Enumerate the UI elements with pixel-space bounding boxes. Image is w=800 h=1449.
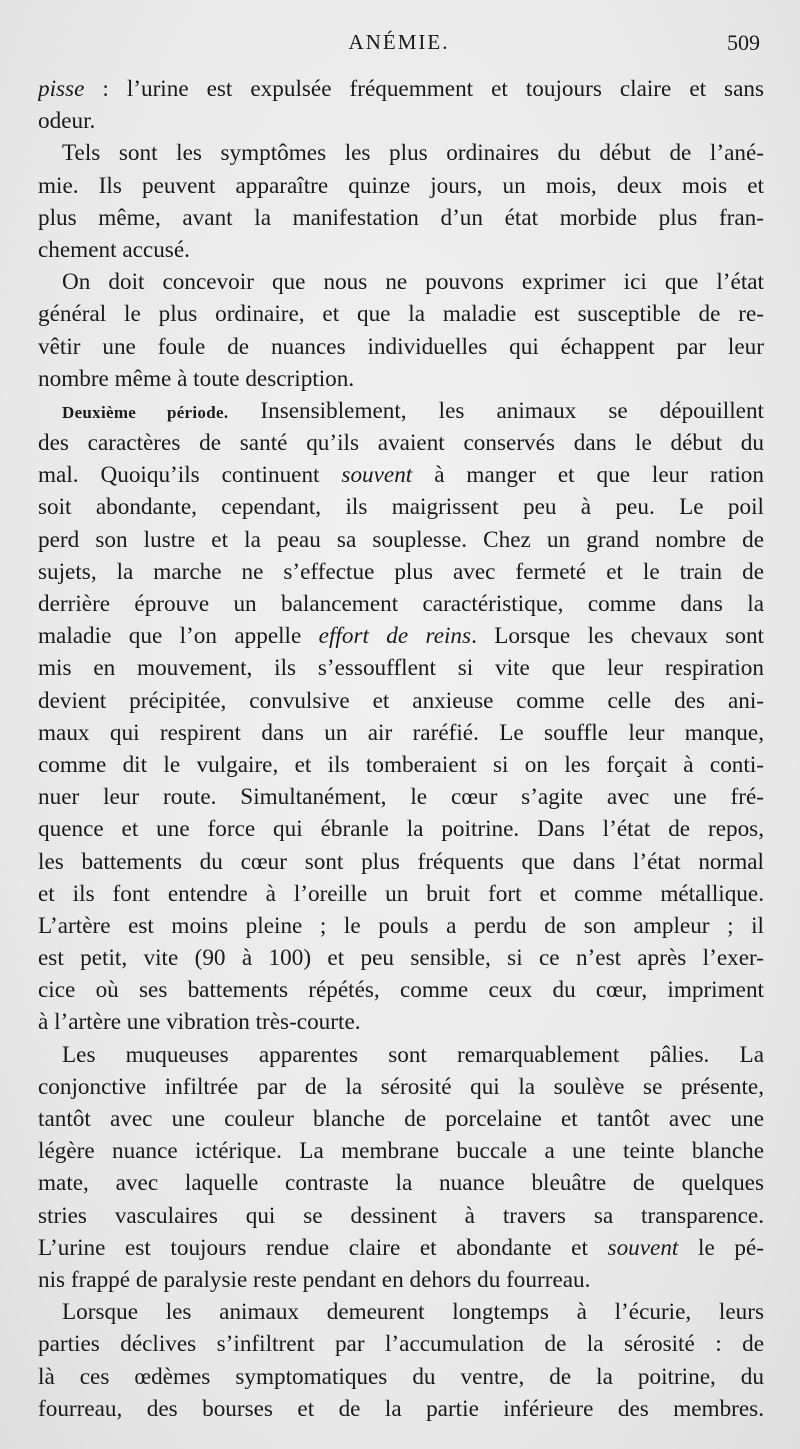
- text-line: pisse : l’urine est expulsée fréquemment et toujours claire et sans: [38, 76, 764, 102]
- text-line: Tels sont les symptômes les plus ordinaires du début de l’ané-: [62, 140, 764, 167]
- text-line: chement accusé.: [38, 236, 190, 263]
- text-line: On doit concevoir que nous ne pouvons exprimer ici que l’état: [62, 269, 764, 296]
- text-line: mie. Ils peuvent apparaître quinze jours, un mois, deux mois et: [38, 172, 764, 199]
- text-line: là ces œdèmes symptomatiques du ventre, de la poitrine, du: [38, 1363, 764, 1390]
- text-line: les battements du cœur sont plus fréquents que dans l’état normal: [38, 848, 764, 875]
- section-lead: Deuxième période.: [62, 402, 229, 422]
- text-line: tantôt avec une couleur blanche de porcelaine et tantôt avec une: [38, 1106, 764, 1132]
- body-text: [38, 73, 764, 1425]
- text-line: à l’artère une vibration très-courte.: [38, 1009, 361, 1036]
- text-line: L’urine est toujours rendue claire et abondante et souvent le pé-: [38, 1234, 764, 1261]
- text-line: mal. Quoiqu’ils continuent souvent à manger et que leur ration: [38, 462, 764, 489]
- text-line: des caractères de santé qu’ils avaient conservés dans le début du: [38, 430, 764, 457]
- text-line: mate, avec laquelle contraste la nuance bleuâtre de quelques: [38, 1170, 764, 1197]
- text-line: mis en mouvement, ils s’essoufflent si vite que leur respiration: [38, 655, 764, 682]
- text-line: derrière éprouve un balancement caractéristique, comme dans la: [38, 591, 764, 617]
- text-line: plus même, avant la manifestation d’un état morbide plus fran-: [38, 204, 764, 231]
- text-line: est petit, vite (90 à 100) et peu sensible, si ce n’est après l’exer-: [38, 945, 764, 972]
- text-line: maux qui respirent dans un air raréfié. Le souffle leur manque,: [38, 719, 764, 746]
- page-header: [38, 30, 760, 62]
- text-line: cice où ses battements répétés, comme ceux du cœur, impriment: [38, 977, 764, 1004]
- text-line: général le plus ordinaire, et que la maladie est susceptible de re-: [38, 301, 764, 328]
- line-text: Insensiblement, les animaux se dépouillent: [260, 397, 764, 424]
- text-line: nis frappé de paralysie reste pendant en dehors du fourreau.: [38, 1266, 591, 1293]
- text-line: perd son lustre et la peau sa souplesse. Chez un grand nombre de: [38, 526, 764, 553]
- page-number: 509: [727, 30, 760, 55]
- text-line: L’artère est moins pleine ; le pouls a perdu de son ampleur ; il: [38, 912, 764, 939]
- text-line: Lorsque les animaux demeurent longtemps à l’écurie, leurs: [62, 1299, 764, 1326]
- text-line: quence et une force qui ébranle la poitrine. Dans l’état de repos,: [38, 816, 764, 843]
- running-head: ANÉMIE.: [348, 30, 450, 54]
- text-line: parties déclives s’infiltrent par l’accumulation de la sérosité : de: [38, 1331, 764, 1358]
- text-line: sujets, la marche ne s’effectue plus avec fermeté et le train de: [38, 558, 764, 585]
- text-line: soit abondante, cependant, ils maigrissent peu à peu. Le poil: [38, 494, 764, 521]
- text-line: comme dit le vulgaire, et ils tomberaient si on les forçait à conti-: [38, 751, 764, 778]
- text-line: stries vasculaires qui se dessinent à travers sa transparence.: [38, 1202, 764, 1229]
- text-line: devient précipitée, convulsive et anxieuse comme celle des ani-: [38, 687, 764, 714]
- text-line: conjonctive infiltrée par de la sérosité qui la soulève se présente,: [38, 1073, 764, 1100]
- text-line: légère nuance ictérique. La membrane buccale a une teinte blanche: [38, 1138, 764, 1165]
- text-line: nombre même à toute description.: [38, 365, 355, 392]
- text-line: nuer leur route. Simultanément, le cœur s’agite avec une fré-: [38, 784, 764, 811]
- text-line: fourreau, des bourses et de la partie inférieure des membres.: [38, 1395, 764, 1422]
- text-line: et ils font entendre à l’oreille un bruit fort et comme métallique.: [38, 880, 764, 907]
- text-line: odeur.: [38, 108, 96, 135]
- text-line: Les muqueuses apparentes sont remarquablement pâlies. La: [62, 1041, 764, 1068]
- text-line: maladie que l’on appelle effort de reins. Lorsque les chevaux sont: [38, 623, 764, 650]
- text-line: [38, 395, 764, 427]
- text-line: vêtir une foule de nuances individuelles qui échappent par leur: [38, 333, 764, 360]
